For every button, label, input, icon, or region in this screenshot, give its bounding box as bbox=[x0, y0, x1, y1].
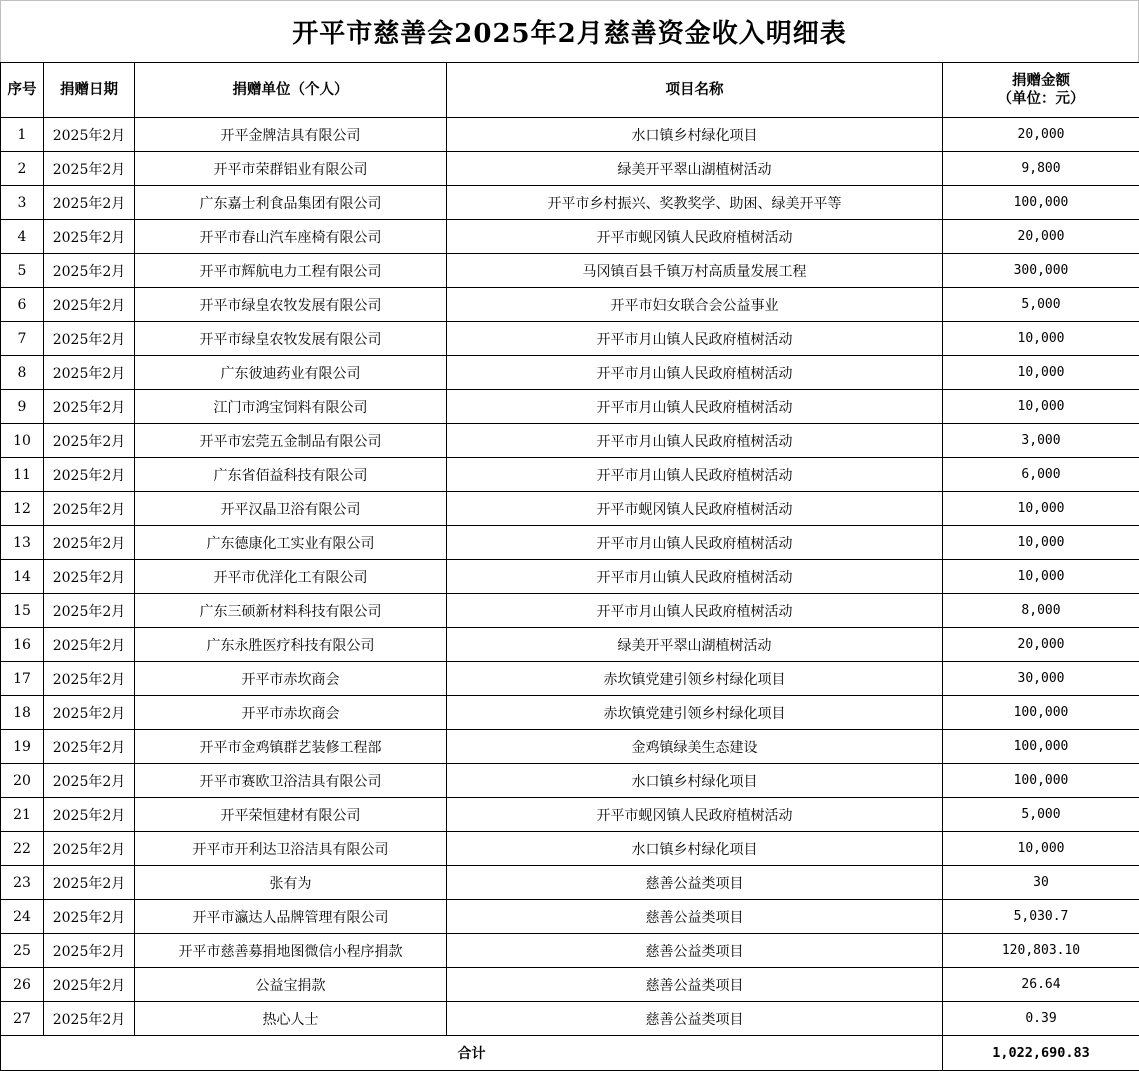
cell-amount: 6,000 bbox=[943, 458, 1139, 492]
header-donor: 捐赠单位（个人） bbox=[135, 63, 447, 118]
cell-date: 2025年2月 bbox=[44, 424, 135, 458]
cell-project: 开平市乡村振兴、奖教奖学、助困、绿美开平等 bbox=[447, 186, 943, 220]
total-label: 合计 bbox=[1, 1036, 943, 1071]
cell-date: 2025年2月 bbox=[44, 798, 135, 832]
cell-amount: 5,030.7 bbox=[943, 900, 1139, 934]
cell-donor: 开平市荣群铝业有限公司 bbox=[135, 152, 447, 186]
cell-amount: 10,000 bbox=[943, 832, 1139, 866]
cell-project: 开平市蚬冈镇人民政府植树活动 bbox=[447, 798, 943, 832]
cell-amount: 100,000 bbox=[943, 186, 1139, 220]
table-row bbox=[1, 424, 1139, 458]
cell-date: 2025年2月 bbox=[44, 288, 135, 322]
cell-project: 马冈镇百县千镇万村高质量发展工程 bbox=[447, 254, 943, 288]
table-row bbox=[1, 866, 1139, 900]
cell-donor: 开平金牌洁具有限公司 bbox=[135, 118, 447, 152]
cell-amount: 100,000 bbox=[943, 730, 1139, 764]
cell-amount: 10,000 bbox=[943, 526, 1139, 560]
cell-seq: 4 bbox=[1, 220, 44, 254]
table-row bbox=[1, 118, 1139, 152]
cell-amount: 10,000 bbox=[943, 322, 1139, 356]
table-row bbox=[1, 458, 1139, 492]
table-row bbox=[1, 696, 1139, 730]
cell-date: 2025年2月 bbox=[44, 152, 135, 186]
cell-seq: 9 bbox=[1, 390, 44, 424]
cell-donor: 开平荣恒建材有限公司 bbox=[135, 798, 447, 832]
table-row bbox=[1, 390, 1139, 424]
table-row bbox=[1, 764, 1139, 798]
cell-donor: 开平市赛欧卫浴洁具有限公司 bbox=[135, 764, 447, 798]
cell-project: 开平市月山镇人民政府植树活动 bbox=[447, 322, 943, 356]
cell-date: 2025年2月 bbox=[44, 696, 135, 730]
cell-project: 慈善公益类项目 bbox=[447, 866, 943, 900]
cell-date: 2025年2月 bbox=[44, 832, 135, 866]
cell-seq: 3 bbox=[1, 186, 44, 220]
cell-seq: 2 bbox=[1, 152, 44, 186]
cell-project: 慈善公益类项目 bbox=[447, 968, 943, 1002]
cell-seq: 23 bbox=[1, 866, 44, 900]
cell-project: 水口镇乡村绿化项目 bbox=[447, 764, 943, 798]
cell-donor: 开平市慈善募捐地图微信小程序捐款 bbox=[135, 934, 447, 968]
cell-amount: 10,000 bbox=[943, 390, 1139, 424]
cell-seq: 11 bbox=[1, 458, 44, 492]
cell-date: 2025年2月 bbox=[44, 390, 135, 424]
cell-amount: 5,000 bbox=[943, 798, 1139, 832]
cell-amount: 30,000 bbox=[943, 662, 1139, 696]
cell-project: 开平市月山镇人民政府植树活动 bbox=[447, 594, 943, 628]
table-row bbox=[1, 152, 1139, 186]
cell-date: 2025年2月 bbox=[44, 220, 135, 254]
cell-donor: 开平市辉航电力工程有限公司 bbox=[135, 254, 447, 288]
cell-amount: 100,000 bbox=[943, 764, 1139, 798]
cell-donor: 广东三硕新材料科技有限公司 bbox=[135, 594, 447, 628]
cell-seq: 17 bbox=[1, 662, 44, 696]
cell-amount: 10,000 bbox=[943, 492, 1139, 526]
cell-seq: 10 bbox=[1, 424, 44, 458]
cell-seq: 24 bbox=[1, 900, 44, 934]
cell-donor: 张有为 bbox=[135, 866, 447, 900]
cell-donor: 开平市春山汽车座椅有限公司 bbox=[135, 220, 447, 254]
donation-table bbox=[0, 62, 1139, 1071]
cell-date: 2025年2月 bbox=[44, 628, 135, 662]
cell-project: 绿美开平翠山湖植树活动 bbox=[447, 152, 943, 186]
cell-seq: 16 bbox=[1, 628, 44, 662]
cell-amount: 26.64 bbox=[943, 968, 1139, 1002]
cell-donor: 开平市绿皇农牧发展有限公司 bbox=[135, 288, 447, 322]
total-row bbox=[1, 1036, 1139, 1071]
cell-project: 开平市月山镇人民政府植树活动 bbox=[447, 526, 943, 560]
cell-amount: 10,000 bbox=[943, 560, 1139, 594]
cell-date: 2025年2月 bbox=[44, 560, 135, 594]
cell-donor: 开平市开利达卫浴洁具有限公司 bbox=[135, 832, 447, 866]
cell-donor: 开平市金鸡镇群艺装修工程部 bbox=[135, 730, 447, 764]
cell-amount: 20,000 bbox=[943, 118, 1139, 152]
cell-amount: 0.39 bbox=[943, 1002, 1139, 1036]
cell-amount: 20,000 bbox=[943, 628, 1139, 662]
cell-date: 2025年2月 bbox=[44, 526, 135, 560]
cell-project: 赤坎镇党建引领乡村绿化项目 bbox=[447, 696, 943, 730]
cell-date: 2025年2月 bbox=[44, 322, 135, 356]
table-row bbox=[1, 526, 1139, 560]
table-row bbox=[1, 322, 1139, 356]
cell-donor: 开平市赤坎商会 bbox=[135, 662, 447, 696]
cell-donor: 开平市赤坎商会 bbox=[135, 696, 447, 730]
cell-amount: 20,000 bbox=[943, 220, 1139, 254]
cell-project: 开平市蚬冈镇人民政府植树活动 bbox=[447, 220, 943, 254]
cell-project: 慈善公益类项目 bbox=[447, 934, 943, 968]
cell-date: 2025年2月 bbox=[44, 730, 135, 764]
cell-amount: 300,000 bbox=[943, 254, 1139, 288]
cell-date: 2025年2月 bbox=[44, 186, 135, 220]
cell-project: 开平市月山镇人民政府植树活动 bbox=[447, 458, 943, 492]
header-date: 捐赠日期 bbox=[44, 63, 135, 118]
cell-date: 2025年2月 bbox=[44, 594, 135, 628]
cell-project: 开平市月山镇人民政府植树活动 bbox=[447, 560, 943, 594]
cell-date: 2025年2月 bbox=[44, 1002, 135, 1036]
cell-date: 2025年2月 bbox=[44, 764, 135, 798]
cell-date: 2025年2月 bbox=[44, 866, 135, 900]
cell-amount: 3,000 bbox=[943, 424, 1139, 458]
header-seq: 序号 bbox=[1, 63, 44, 118]
cell-donor: 公益宝捐款 bbox=[135, 968, 447, 1002]
table-row bbox=[1, 220, 1139, 254]
cell-date: 2025年2月 bbox=[44, 356, 135, 390]
table-row bbox=[1, 560, 1139, 594]
cell-amount: 8,000 bbox=[943, 594, 1139, 628]
cell-project: 绿美开平翠山湖植树活动 bbox=[447, 628, 943, 662]
cell-seq: 15 bbox=[1, 594, 44, 628]
cell-donor: 江门市鸿宝饲料有限公司 bbox=[135, 390, 447, 424]
cell-donor: 开平市宏莞五金制品有限公司 bbox=[135, 424, 447, 458]
cell-seq: 22 bbox=[1, 832, 44, 866]
cell-date: 2025年2月 bbox=[44, 934, 135, 968]
cell-donor: 热心人士 bbox=[135, 1002, 447, 1036]
cell-date: 2025年2月 bbox=[44, 458, 135, 492]
cell-seq: 21 bbox=[1, 798, 44, 832]
table-row bbox=[1, 662, 1139, 696]
cell-donor: 广东省佰益科技有限公司 bbox=[135, 458, 447, 492]
header-amount-line1: 捐赠金额 bbox=[1012, 72, 1070, 89]
header-amount-line2: （单位：元） bbox=[997, 90, 1085, 107]
table-row bbox=[1, 934, 1139, 968]
table-row bbox=[1, 186, 1139, 220]
table-row bbox=[1, 628, 1139, 662]
cell-seq: 25 bbox=[1, 934, 44, 968]
cell-project: 开平市蚬冈镇人民政府植树活动 bbox=[447, 492, 943, 526]
table-row bbox=[1, 1002, 1139, 1036]
cell-amount: 30 bbox=[943, 866, 1139, 900]
cell-seq: 27 bbox=[1, 1002, 44, 1036]
cell-seq: 12 bbox=[1, 492, 44, 526]
table-row bbox=[1, 798, 1139, 832]
total-amount: 1,022,690.83 bbox=[943, 1036, 1139, 1071]
cell-seq: 5 bbox=[1, 254, 44, 288]
cell-project: 赤坎镇党建引领乡村绿化项目 bbox=[447, 662, 943, 696]
cell-date: 2025年2月 bbox=[44, 118, 135, 152]
page-title: 开平市慈善会2025年2月慈善资金收入明细表 bbox=[0, 0, 1139, 62]
table-row bbox=[1, 968, 1139, 1002]
cell-seq: 20 bbox=[1, 764, 44, 798]
cell-seq: 19 bbox=[1, 730, 44, 764]
cell-project: 慈善公益类项目 bbox=[447, 1002, 943, 1036]
cell-donor: 开平市绿皇农牧发展有限公司 bbox=[135, 322, 447, 356]
table-row bbox=[1, 492, 1139, 526]
cell-seq: 13 bbox=[1, 526, 44, 560]
cell-donor: 广东永胜医疗科技有限公司 bbox=[135, 628, 447, 662]
cell-project: 水口镇乡村绿化项目 bbox=[447, 832, 943, 866]
header-project: 项目名称 bbox=[447, 63, 943, 118]
cell-seq: 26 bbox=[1, 968, 44, 1002]
table-row bbox=[1, 288, 1139, 322]
table-row bbox=[1, 594, 1139, 628]
header-amount bbox=[943, 63, 1139, 118]
cell-date: 2025年2月 bbox=[44, 254, 135, 288]
cell-seq: 18 bbox=[1, 696, 44, 730]
cell-donor: 开平汉晶卫浴有限公司 bbox=[135, 492, 447, 526]
cell-project: 开平市月山镇人民政府植树活动 bbox=[447, 390, 943, 424]
cell-seq: 14 bbox=[1, 560, 44, 594]
cell-date: 2025年2月 bbox=[44, 492, 135, 526]
cell-donor: 广东嘉士利食品集团有限公司 bbox=[135, 186, 447, 220]
cell-project: 开平市月山镇人民政府植树活动 bbox=[447, 356, 943, 390]
header-row bbox=[1, 63, 1139, 118]
cell-project: 金鸡镇绿美生态建设 bbox=[447, 730, 943, 764]
cell-amount: 100,000 bbox=[943, 696, 1139, 730]
cell-seq: 1 bbox=[1, 118, 44, 152]
cell-seq: 7 bbox=[1, 322, 44, 356]
cell-amount: 9,800 bbox=[943, 152, 1139, 186]
cell-amount: 5,000 bbox=[943, 288, 1139, 322]
cell-seq: 6 bbox=[1, 288, 44, 322]
cell-donor: 开平市优洋化工有限公司 bbox=[135, 560, 447, 594]
cell-project: 水口镇乡村绿化项目 bbox=[447, 118, 943, 152]
table-row bbox=[1, 900, 1139, 934]
cell-date: 2025年2月 bbox=[44, 662, 135, 696]
table-row bbox=[1, 730, 1139, 764]
cell-project: 开平市月山镇人民政府植树活动 bbox=[447, 424, 943, 458]
cell-amount: 120,803.10 bbox=[943, 934, 1139, 968]
cell-donor: 开平市瀛达人品牌管理有限公司 bbox=[135, 900, 447, 934]
cell-seq: 8 bbox=[1, 356, 44, 390]
cell-project: 开平市妇女联合会公益事业 bbox=[447, 288, 943, 322]
cell-amount: 10,000 bbox=[943, 356, 1139, 390]
cell-donor: 广东德康化工实业有限公司 bbox=[135, 526, 447, 560]
cell-date: 2025年2月 bbox=[44, 968, 135, 1002]
table-row bbox=[1, 832, 1139, 866]
cell-date: 2025年2月 bbox=[44, 900, 135, 934]
table-row bbox=[1, 254, 1139, 288]
table-row bbox=[1, 356, 1139, 390]
cell-project: 慈善公益类项目 bbox=[447, 900, 943, 934]
cell-donor: 广东彼迪药业有限公司 bbox=[135, 356, 447, 390]
